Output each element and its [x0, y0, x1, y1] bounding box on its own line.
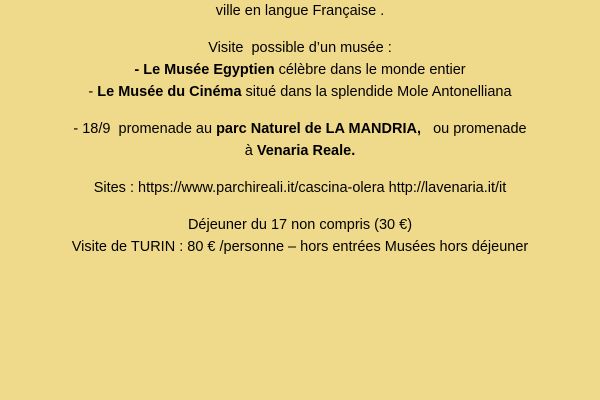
text-line-promenade_line2	[14, 140, 586, 162]
text-block-musee	[14, 37, 586, 103]
text-run: - 18/9 promenade au	[73, 121, 217, 138]
text-run: -	[88, 84, 98, 101]
text-run: Déjeuner du 17 non compris (30 €)	[187, 217, 413, 234]
text-line-intro_line1	[14, 0, 586, 22]
text-line-sites_line1	[14, 177, 586, 199]
document-text-content	[14, 0, 586, 258]
text-run: Le Musée Egyptien	[143, 62, 275, 79]
text-block-intro	[14, 0, 586, 22]
text-run: Le Musée du Cinéma	[97, 84, 242, 101]
text-run: ville en langue Française .	[215, 3, 385, 19]
block-spacer	[14, 22, 586, 37]
text-run: célèbre dans le monde entier	[274, 62, 466, 79]
text-run: Sites : https://www.parchireali.it/cascina-olera http://lavenaria.it/it	[93, 180, 507, 197]
text-run: à	[244, 143, 257, 160]
text-line-musee_item1	[14, 59, 586, 81]
text-run: parc Naturel de LA MANDRIA,	[216, 121, 421, 138]
text-line-promenade_line1	[14, 118, 586, 140]
block-spacer	[14, 103, 586, 118]
text-run: Visite possible d’un musée :	[208, 40, 392, 57]
text-run: -	[134, 62, 144, 79]
text-block-tarifs	[14, 214, 586, 258]
text-run: situé dans la splendide Mole Antonelliana	[241, 84, 512, 101]
text-line-tarifs_line1	[14, 214, 586, 236]
text-line-tarifs_line2	[14, 236, 586, 258]
text-run: Venaria Reale.	[256, 143, 356, 160]
block-spacer	[14, 162, 586, 177]
text-block-sites	[14, 177, 586, 199]
text-run: ou promenade	[420, 121, 527, 138]
text-run: Visite de TURIN : 80 € /personne – hors entrées Musées hors déjeuner	[71, 239, 529, 256]
text-line-musee_title	[14, 37, 586, 59]
text-line-musee_item2	[14, 81, 586, 103]
block-spacer	[14, 199, 586, 214]
text-block-promenade	[14, 118, 586, 162]
